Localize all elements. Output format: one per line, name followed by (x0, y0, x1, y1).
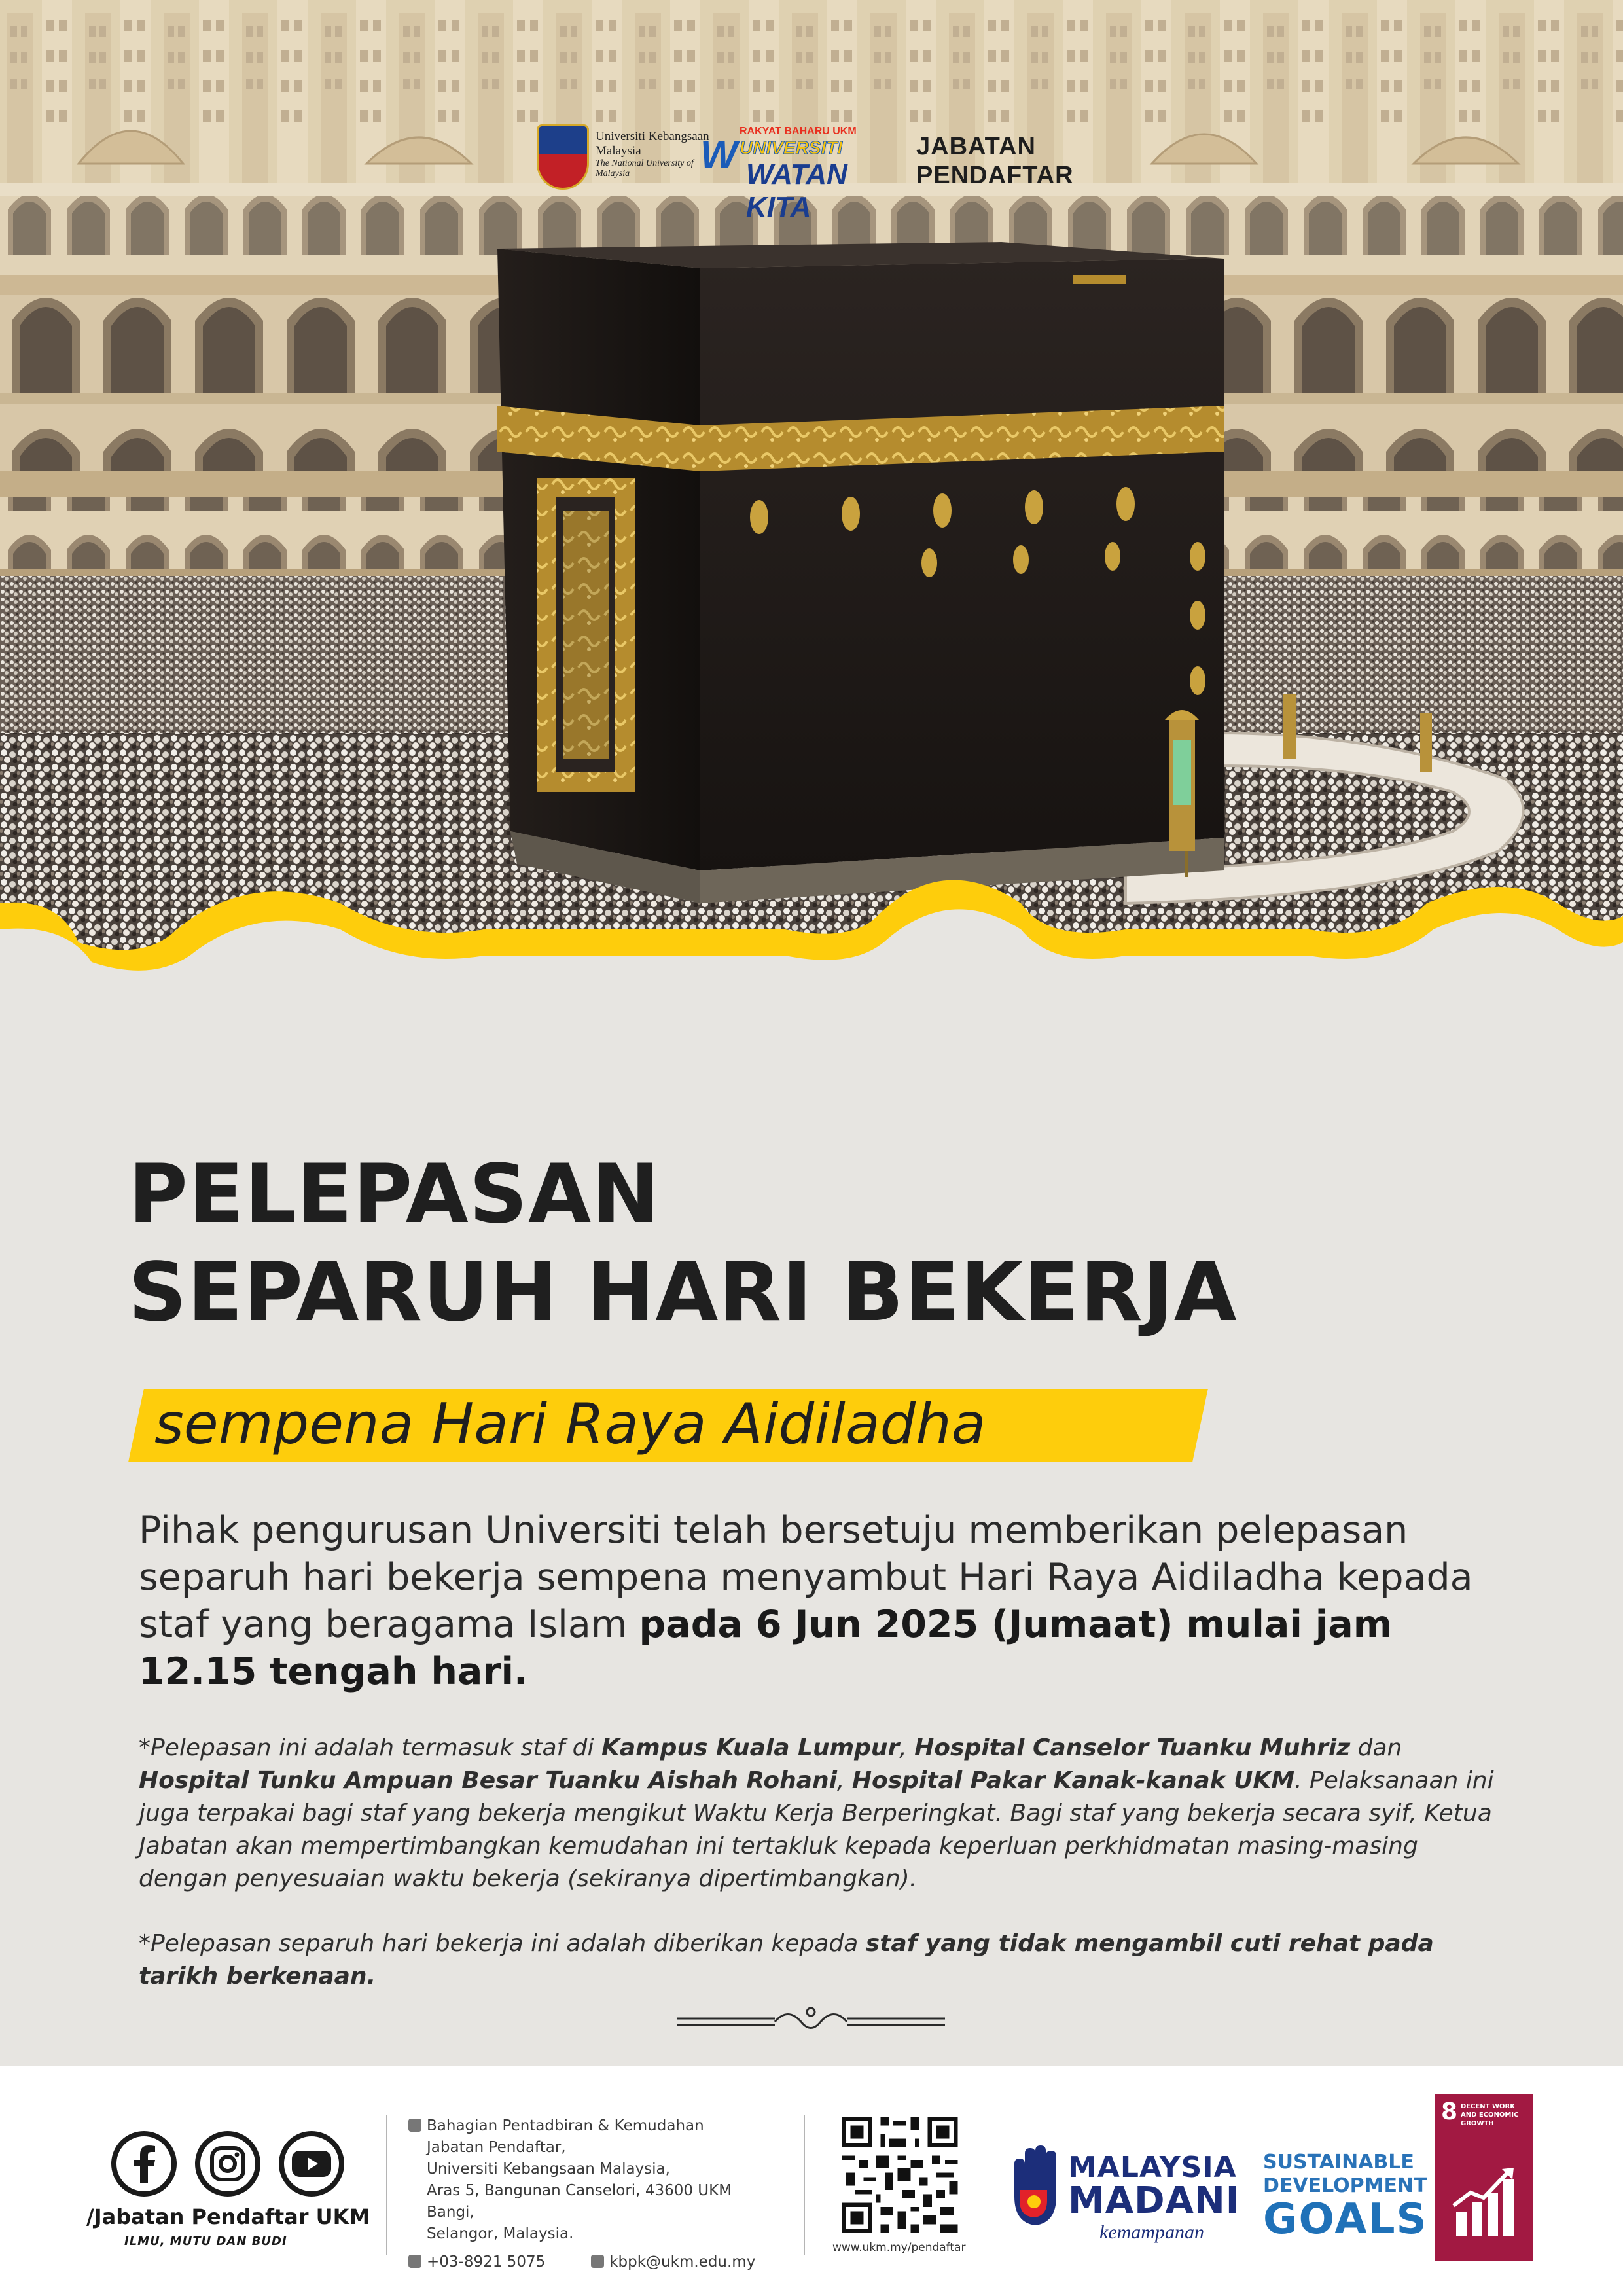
hero-illustration (0, 0, 1623, 1086)
note1-text-1: *Pelepasan ini adalah termasuk staf di (139, 1734, 601, 1761)
page-title (128, 1145, 1535, 1342)
department-line2: PENDAFTAR (916, 162, 1074, 189)
tagline: ILMU, MUTU DAN BUDI (124, 2234, 287, 2248)
address-line: Selangor, Malaysia. (427, 2225, 574, 2242)
watan-kita-logo (700, 126, 897, 223)
ukm-logo (537, 124, 720, 196)
ukm-sub: The National University of Malaysia (596, 158, 694, 179)
header-logos (537, 118, 1099, 223)
note1-text-2: , (899, 1734, 915, 1761)
sdg-line1: SUSTAINABLE (1263, 2151, 1414, 2174)
phone-number[interactable]: +03-8921 5075 (427, 2253, 546, 2270)
wk-mark-icon: W (700, 133, 736, 177)
address-block (408, 2115, 775, 2273)
body-text-bold: pada 6 Jun 2025 (Jumaat) mulai jam 12.15 tengah hari. (139, 1603, 1393, 1693)
address-line: Aras 5, Bangunan Canselori, 43600 UKM Bangi, (427, 2182, 732, 2221)
divider (386, 2115, 387, 2255)
note1-text-3: dan (1350, 1734, 1402, 1761)
madani-hand-icon (1008, 2144, 1067, 2229)
social-handle: /Jabatan Pendaftar UKM (86, 2204, 370, 2229)
announcement-body (139, 1507, 1500, 1695)
growth-chart-icon (1451, 2166, 1516, 2238)
madani-line1: MALAYSIA (1068, 2151, 1237, 2184)
address-line: Universiti Kebangsaan Malaysia, (427, 2161, 670, 2178)
note1-bold-4: Hospital Pakar Kanak-kanak UKM (851, 1767, 1295, 1794)
ukm-name: Universiti Kebangsaan Malaysia (596, 130, 709, 158)
subtitle-banner (128, 1384, 1202, 1462)
facebook-icon[interactable] (111, 2131, 177, 2197)
note2-bold-1: staf yang tidak mengambil cuti rehat pada tarikh berkenaan. (139, 1930, 1434, 1990)
email-address[interactable]: kbpk@ukm.edu.my (609, 2253, 756, 2270)
madani-line3: kemampanan (1099, 2221, 1204, 2243)
sdg-line3: GOALS (1263, 2195, 1428, 2244)
note-eligibility (139, 1928, 1500, 1993)
address-line: Jabatan Pendaftar, (427, 2139, 566, 2156)
department-line1: JABATAN (916, 133, 1036, 160)
qr-code-icon[interactable] (838, 2113, 962, 2237)
footer (0, 2066, 1623, 2296)
social-icons (111, 2131, 360, 2203)
wk-bottom: WATAN KITA (746, 158, 847, 223)
divider-ornament-icon (677, 2003, 945, 2039)
kaaba-icon (497, 242, 1224, 903)
ukm-crest-icon (537, 124, 589, 190)
phone-icon (408, 2255, 421, 2268)
note1-text-4: , (836, 1767, 852, 1794)
location-icon (408, 2119, 421, 2132)
note1-text-5: . Pelaksanaan ini juga terpakai bagi staf yang bekerja mengikut Waktu Kerja Berperingkat. Bagi staf yang bekerja secara syif, Ketua Jabatan akan mempertimbangkan kemudahan ini tertakluk kepada keperluan perkhidmatan masing-masing dengan penyesuaian waktu bekerja (sekiranya dipertimbangkan). (139, 1767, 1494, 1892)
instagram-icon[interactable] (195, 2131, 260, 2197)
madani-line2: MADANI (1068, 2179, 1240, 2222)
sdg8-badge (1435, 2094, 1533, 2261)
note1-bold-1: Kampus Kuala Lumpur (601, 1734, 900, 1761)
sdg8-number: 8 (1441, 2098, 1458, 2125)
sdg-line2: DEVELOPMENT (1263, 2174, 1427, 2197)
note1-bold-3: Hospital Tunku Ampuan Besar Tuanku Aishah Rohani (139, 1767, 837, 1794)
note1-bold-2: Hospital Canselor Tuanku Muhriz (914, 1734, 1351, 1761)
title-line2: SEPARUH HARI BEKERJA (128, 1246, 1238, 1340)
note2-text-1: *Pelepasan separuh hari bekerja ini adalah diberikan kepada (139, 1930, 866, 1957)
note-scope (139, 1732, 1500, 1895)
malaysia-madani-logo (1008, 2144, 1240, 2249)
body-text-regular: Pihak pengurusan Universiti telah bersetuju memberikan pelepasan separuh hari bekerja sempena menyambut Hari Raya Aidiladha kepada staf yang beragama Islam (139, 1509, 1473, 1646)
subtitle: sempena Hari Raya Aidiladha (154, 1391, 986, 1457)
address-line: Bahagian Pentadbiran & Kemudahan (427, 2117, 704, 2134)
wk-top: RAKYAT BAHARU UKM (740, 126, 857, 137)
wk-mid: UNIVERSITI (740, 137, 843, 158)
youtube-icon[interactable] (279, 2131, 344, 2197)
divider (804, 2115, 805, 2255)
sdg8-text: DECENT WORK AND ECONOMIC GROWTH (1461, 2103, 1519, 2127)
email-icon (591, 2255, 604, 2268)
jabatan-pendaftar-logo (916, 132, 1099, 190)
qr-url[interactable]: www.ukm.my/pendaftar (832, 2241, 966, 2254)
title-line1: PELEPASAN (128, 1147, 660, 1242)
sdg-logo (1263, 2151, 1428, 2244)
